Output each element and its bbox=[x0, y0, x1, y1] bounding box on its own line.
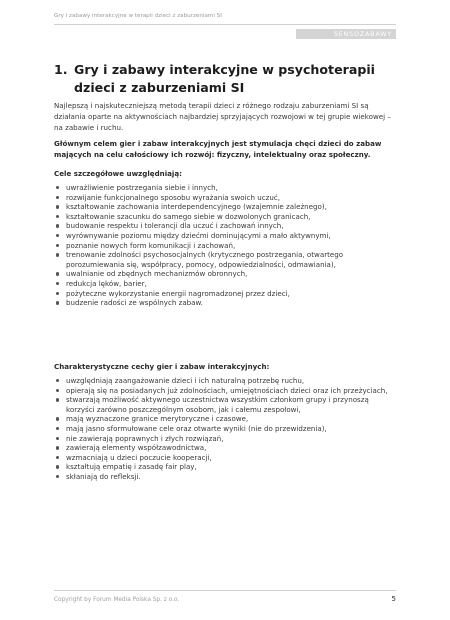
list-item: kształtowanie zachowania interdependencyjnego (wzajemnie zależnego), bbox=[54, 202, 396, 212]
list-item: stwarzają możliwość aktywnego uczestnictwa wszystkim członkom grupy i przynoszą korzyści zarówno poszczególnym osobom, jak i całemu zespołowi, bbox=[54, 395, 396, 414]
list-item: wzmacniają u dzieci poczucie kooperacji, bbox=[54, 453, 396, 463]
chapter-title-text: Gry i zabawy interakcyjne w psychoterapii dzieci z zaburzeniami SI bbox=[74, 62, 375, 95]
list-item: kształtowanie szacunku do samego siebie w dozwolonych granicach, bbox=[54, 212, 396, 222]
list-item: uwalnianie od zbędnych mechanizmów obronnych, bbox=[54, 269, 396, 279]
copyright-text: Copyright by Forum Media Polska Sp. z o.o. bbox=[54, 597, 180, 603]
chapter-number: 1. bbox=[54, 62, 68, 77]
list-item: uwzględniają zaangażowanie dzieci i ich naturalną potrzebę ruchu, bbox=[54, 376, 396, 386]
list-item: opierają się na posiadanych już zdolnościach, umiejętnościach dzieci oraz ich przeżyciach, bbox=[54, 386, 396, 396]
list-item: redukcja lęków, barier, bbox=[54, 279, 396, 289]
list-item: rozwijanie funkcjonalnego sposobu wyrażania swoich uczuć, bbox=[54, 193, 396, 203]
brand-label: SENSOZABAWY bbox=[296, 29, 396, 39]
chapter-title bbox=[54, 61, 396, 97]
list-item: kształtują empatię i zasadę fair play, bbox=[54, 462, 396, 472]
page-number: 5 bbox=[391, 595, 396, 603]
list-item: poznanie nowych form komunikacji i zachowań, bbox=[54, 241, 396, 251]
list-item: zawierają elementy współzawodnictwa, bbox=[54, 443, 396, 453]
list-item: budzenie radości ze wspólnych zabaw. bbox=[54, 298, 396, 308]
intro-paragraph: Najlepszą i najskuteczniejszą metodą terapii dzieci z różnego rodzaju zaburzeniami SI są działania oparte na aktywnościach najbardziej sprzyjających rozwojowi w tej grupie wiekowej – na zabawie i ruchu. bbox=[54, 101, 391, 132]
list-item: pożyteczne wykorzystanie energii nagromadzonej przez dzieci, bbox=[54, 289, 396, 299]
main-goal-paragraph: Głównym celem gier i zabaw interakcyjnych jest stymulacja chęci dzieci do zabaw mających na celu całościowy ich rozwój: fizyczny, intelektualny oraz społeczny. bbox=[54, 139, 382, 159]
list-item: mają wyznaczone granice merytoryczne i czasowe, bbox=[54, 414, 396, 424]
list-item: uwrażliwienie postrzegania siebie i innych, bbox=[54, 183, 396, 193]
list-item: nie zawierają poprawnych i złych rozwiązań, bbox=[54, 434, 396, 444]
list-item: skłaniają do refleksji. bbox=[54, 472, 396, 482]
goals-list bbox=[54, 183, 396, 308]
running-header: Gry i zabawy interakcyjne w terapii dzieci z zaburzeniami SI bbox=[54, 13, 222, 19]
header-divider bbox=[54, 24, 396, 25]
list-item: wyrównywanie poziomu między dziećmi dominującymi a mało aktywnymi, bbox=[54, 231, 396, 241]
footer-divider bbox=[54, 590, 396, 591]
list-item: trenowanie zdolności psychosocjalnych (krytycznego postrzegania, otwartego porozumiewania się, współpracy, pomocy, odpowiedzialności, odmawiania), bbox=[54, 250, 396, 269]
features-list bbox=[54, 376, 396, 482]
list-item: budowanie respektu i tolerancji dla uczuć i zachowań innych, bbox=[54, 221, 396, 231]
features-heading: Charakterystyczne cechy gier i zabaw interakcyjnych: bbox=[54, 362, 270, 371]
list-item: mają jasno sformułowane cele oraz otwarte wyniki (nie do przewidzenia), bbox=[54, 424, 396, 434]
goals-heading: Cele szczegółowe uwzględniają: bbox=[54, 169, 182, 178]
